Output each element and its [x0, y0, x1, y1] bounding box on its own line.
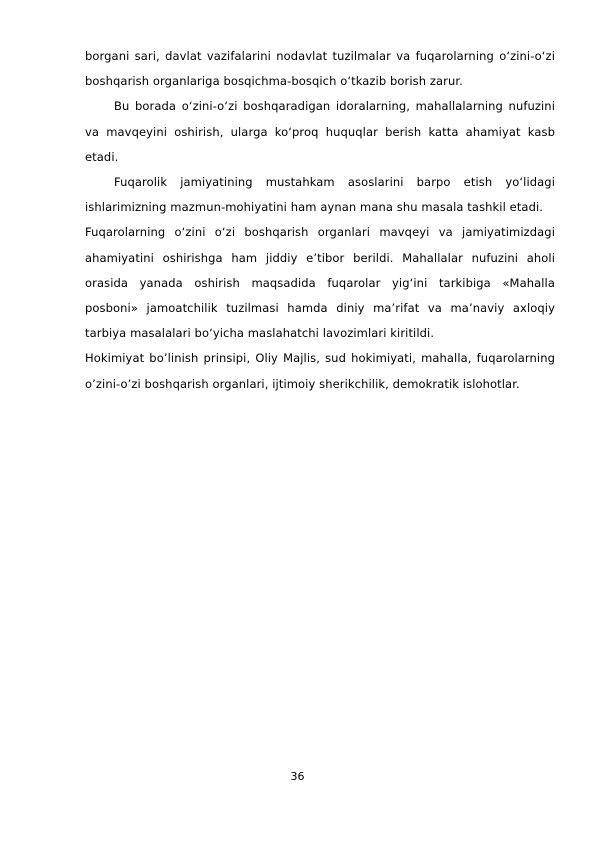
paragraph-self-government: Bu borada o‘zini-o‘zi boshqaradigan idoralarning, mahallalarning nufuzini va mavqeyini oshirish, ularga ko‘proq huquqlar berish katta ahamiyat kasb etadi.	[85, 99, 555, 164]
page-number: 36	[290, 770, 305, 783]
paragraph-continuation: borgani sari, davlat vazifalarini nodavlat tuzilmalar va fuqarolarning o‘zini-o‘zi boshqarish organlariga bosqichma-bosqich o‘tkazib borish zarur.	[85, 49, 555, 89]
paragraph-mahalla-role: Fuqarolarning o‘zini o‘zi boshqarish organlari mavqeyi va jamiyatimizdagi ahamiyatini oshirishga ham jiddiy e’tibor berildi. Mahallalar nufuzini aholi orasida yanada oshirish maqsadida fuqarolar yig‘ini tarkibiga «Mahalla posboni» jamoatchilik tuzilmasi hamda diniy ma’rifat va ma’naviy axloqiy tarbiya masalalari bo‘yicha maslahatchi lavozimlari kiritildi.	[85, 225, 555, 341]
paragraph-civil-society: Fuqarolik jamiyatining mustahkam asoslarini barpo etish yo‘lidagi ishlarimizning mazmun-mohiyatini ham aynan mana shu masala tashkil etadi.	[85, 175, 555, 215]
paragraph-keywords: Hokimiyat bo’linish prinsipi, Oliy Majlis, sud hokimiyati, mahalla, fuqarolarning o’zini-o’zi boshqarish organlari, ijtimoiy sherikchilik, demokratik islohotlar.	[85, 351, 555, 391]
body-text	[85, 44, 555, 397]
